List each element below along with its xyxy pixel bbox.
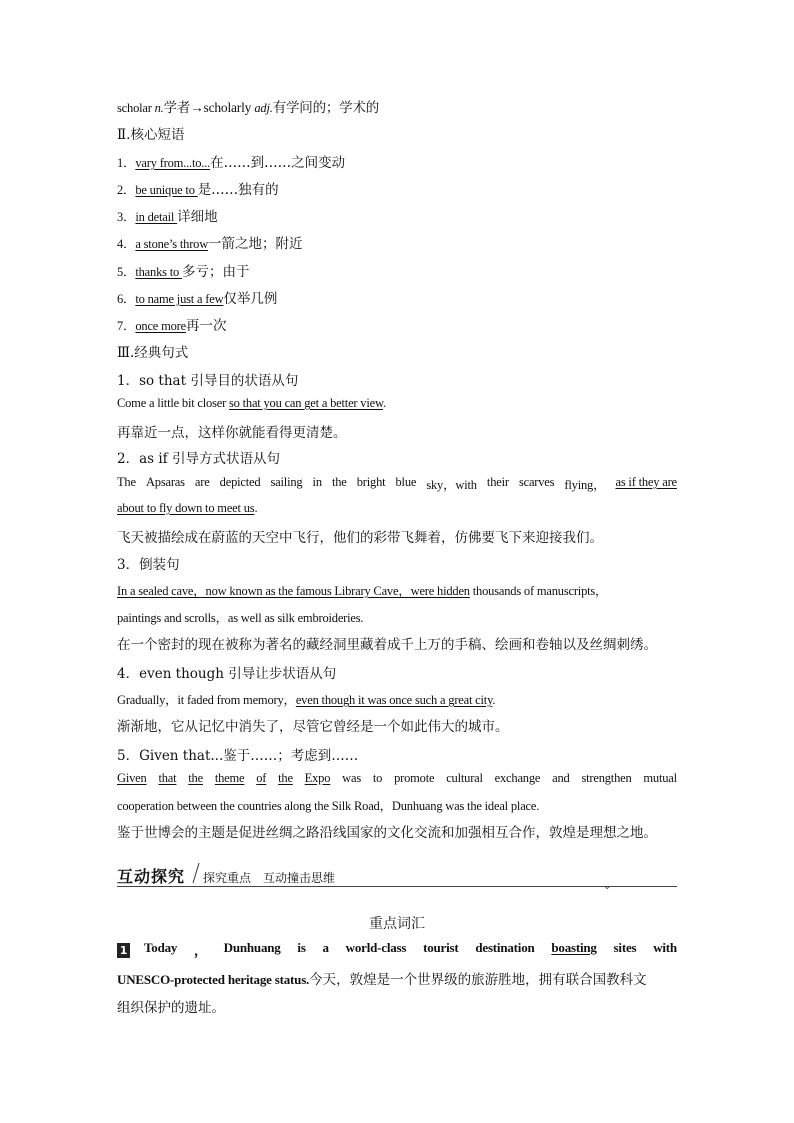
pos-n: n. — [154, 101, 164, 115]
sentence-highlight: so that you can get a better view — [229, 396, 383, 410]
example-sentence-zh: 渐渐地，它从记忆中消失了，尽管它曾经是一个如此伟大的城市。 — [117, 719, 509, 735]
phrase-item — [117, 151, 345, 171]
word: Apsaras — [145, 475, 185, 489]
word: in — [312, 475, 322, 489]
sentence-translation: 今天，敦煌是一个世界级的旅游胜地，拥有联合国教科文 — [309, 972, 647, 988]
phrase-meaning: 再一次 — [185, 318, 227, 334]
sentence-pattern-title: 4．even though 引导让步状语从句 — [117, 666, 337, 682]
banner-divider — [117, 886, 677, 887]
sentence-text: thousands of manuscripts， — [469, 584, 608, 598]
item-number: 3． — [117, 210, 136, 224]
example-sentence-en-cont: paintings and scrolls，as well as silk embroideries. — [117, 611, 364, 625]
sentence-text: Gradually，it faded from memory， — [117, 693, 296, 707]
word: world-class — [345, 940, 407, 955]
example-sentence-zh: 再靠近一点，这样你就能看得更清楚。 — [117, 425, 347, 441]
word: with — [653, 940, 677, 955]
word: flying， — [564, 478, 606, 492]
word: The — [117, 475, 136, 489]
word: their — [486, 475, 509, 489]
word: promote — [394, 771, 435, 785]
example-sentence-zh: 在一个密封的现在被称为著名的藏经洞里藏着成千上万的手稿、绘画和卷轴以及丝绸刺绣。 — [117, 637, 657, 653]
word: that — [158, 771, 177, 785]
focus-sentence-line-1 — [117, 940, 677, 959]
sentence-highlight: about to fly down to meet us — [117, 501, 255, 515]
word: ， — [194, 943, 207, 958]
sentence-end: . — [383, 396, 386, 410]
word: Given — [117, 771, 147, 785]
example-sentence-en — [117, 396, 386, 411]
phrase-text: to name just a few — [135, 292, 224, 306]
word: strengthen — [581, 771, 632, 785]
banner-subtitle: 探究重点 互动撞击思维 — [203, 871, 336, 885]
word: was — [342, 771, 361, 785]
example-sentence-en — [117, 690, 495, 708]
word: to — [372, 771, 383, 785]
word: tourist — [423, 940, 459, 955]
word: Dunhuang — [223, 940, 281, 955]
sentence-pattern-title: 3．倒装句 — [117, 557, 180, 573]
phrase-item — [117, 287, 277, 307]
word: the — [278, 771, 293, 785]
item-number: 7． — [117, 319, 136, 333]
item-number-badge: 1 — [117, 943, 130, 958]
example-sentence-en — [117, 771, 677, 786]
phrase-text: in detail — [135, 210, 178, 224]
phrase-item — [117, 178, 279, 198]
word: scarves — [518, 475, 555, 489]
banner-title: 互动探究 — [117, 867, 186, 886]
phrase-item — [117, 205, 218, 225]
word: sites — [613, 940, 637, 955]
example-sentence-en — [117, 581, 607, 599]
word: depicted — [219, 475, 261, 489]
example-sentence-zh: 飞天被描绘成在蔚蓝的天空中飞行，他们的彩带飞舞着，仿佛要飞下来迎接我们。 — [117, 530, 603, 546]
key-word-highlight: boasting — [551, 940, 597, 955]
banner-caret-icon: ⌄ — [603, 881, 612, 892]
phrase-text: thanks to — [135, 265, 182, 279]
sentence-highlight: In a sealed cave，now known as the famous Library Cave，were hidden — [117, 584, 470, 598]
example-sentence-zh: 鉴于世博会的主题是促进丝绸之路沿线国家的文化交流和加强相互合作，敦煌是理想之地。 — [117, 825, 657, 841]
word: the — [331, 475, 347, 489]
word: blue — [395, 475, 417, 489]
focus-sentence-line-2 — [117, 968, 647, 988]
phrase-item — [117, 314, 226, 334]
word: mutual — [643, 771, 677, 785]
section-heading-phrases: Ⅱ.核心短语 — [117, 127, 185, 143]
word: Expo — [304, 771, 331, 785]
phrase-item — [117, 260, 249, 280]
vocab-scholar-line — [117, 96, 379, 116]
sentence-highlight: as if they are — [615, 475, 677, 489]
section-banner — [117, 862, 677, 890]
word: exchange — [494, 771, 541, 785]
focus-section-title: 重点词汇 — [369, 916, 425, 932]
word: bright — [356, 475, 386, 489]
pos-adj: adj. — [254, 101, 273, 115]
phrase-meaning: 详细地 — [177, 209, 218, 225]
sentence-end: . — [492, 693, 496, 707]
sentence-text: UNESCO-protected heritage status. — [117, 972, 310, 987]
word: are — [194, 475, 210, 489]
word: cultural — [446, 771, 483, 785]
word-scholarly: 学者→scholarly — [163, 100, 255, 115]
example-sentence-en-cont — [117, 501, 257, 516]
phrase-meaning: 是……独有的 — [197, 182, 279, 198]
phrase-text: vary from...to... — [135, 156, 211, 170]
word: a — [322, 940, 329, 955]
example-sentence-en — [117, 475, 677, 493]
sentence-text: Come a little bit closer — [117, 396, 229, 410]
word: sailing — [270, 475, 303, 489]
sentence-highlight: even though it was once such a great city — [295, 693, 493, 707]
word: Today — [144, 940, 178, 955]
phrase-meaning: 在……到……之间变动 — [210, 155, 346, 171]
meaning-scholarly: 有学问的；学术的 — [272, 100, 380, 115]
banner-slash-decoration — [192, 862, 200, 884]
example-sentence-en-cont: cooperation between the countries along the Silk Road，Dunhuang was the ideal place. — [117, 799, 540, 813]
item-number: 4． — [117, 237, 136, 251]
phrase-text: be unique to — [135, 183, 198, 197]
sentence-end: . — [254, 501, 258, 515]
word: destination — [475, 940, 535, 955]
phrase-text: once more — [135, 319, 186, 333]
phrase-item — [117, 232, 303, 252]
word: the — [188, 771, 203, 785]
sentence-pattern-title: 1．so that 引导目的状语从句 — [117, 373, 299, 389]
word: and — [552, 771, 570, 785]
section-heading-sentences: Ⅲ.经典句式 — [117, 345, 189, 361]
phrase-meaning: 一箭之地；附近 — [208, 236, 303, 252]
item-number: 1． — [117, 156, 136, 170]
word: sky，with — [426, 478, 477, 492]
focus-item-number-wrap — [117, 940, 177, 959]
sentence-pattern-title: 5．Given that...鉴于……；考虑到…… — [117, 748, 359, 764]
phrase-meaning: 多亏；由于 — [181, 264, 250, 280]
word-scholar: scholar — [117, 101, 155, 115]
item-number: 5． — [117, 265, 136, 279]
focus-sentence-line-3: 组织保护的遗址。 — [117, 1000, 225, 1016]
phrase-meaning: 仅举几例 — [223, 291, 278, 307]
word: is — [297, 940, 306, 955]
sentence-pattern-title: 2．as if 引导方式状语从句 — [117, 451, 280, 467]
phrase-text: a stone’s throw — [135, 237, 209, 251]
item-number: 6． — [117, 292, 136, 306]
word: of — [256, 771, 267, 785]
word: theme — [214, 771, 245, 785]
item-number: 2． — [117, 183, 136, 197]
